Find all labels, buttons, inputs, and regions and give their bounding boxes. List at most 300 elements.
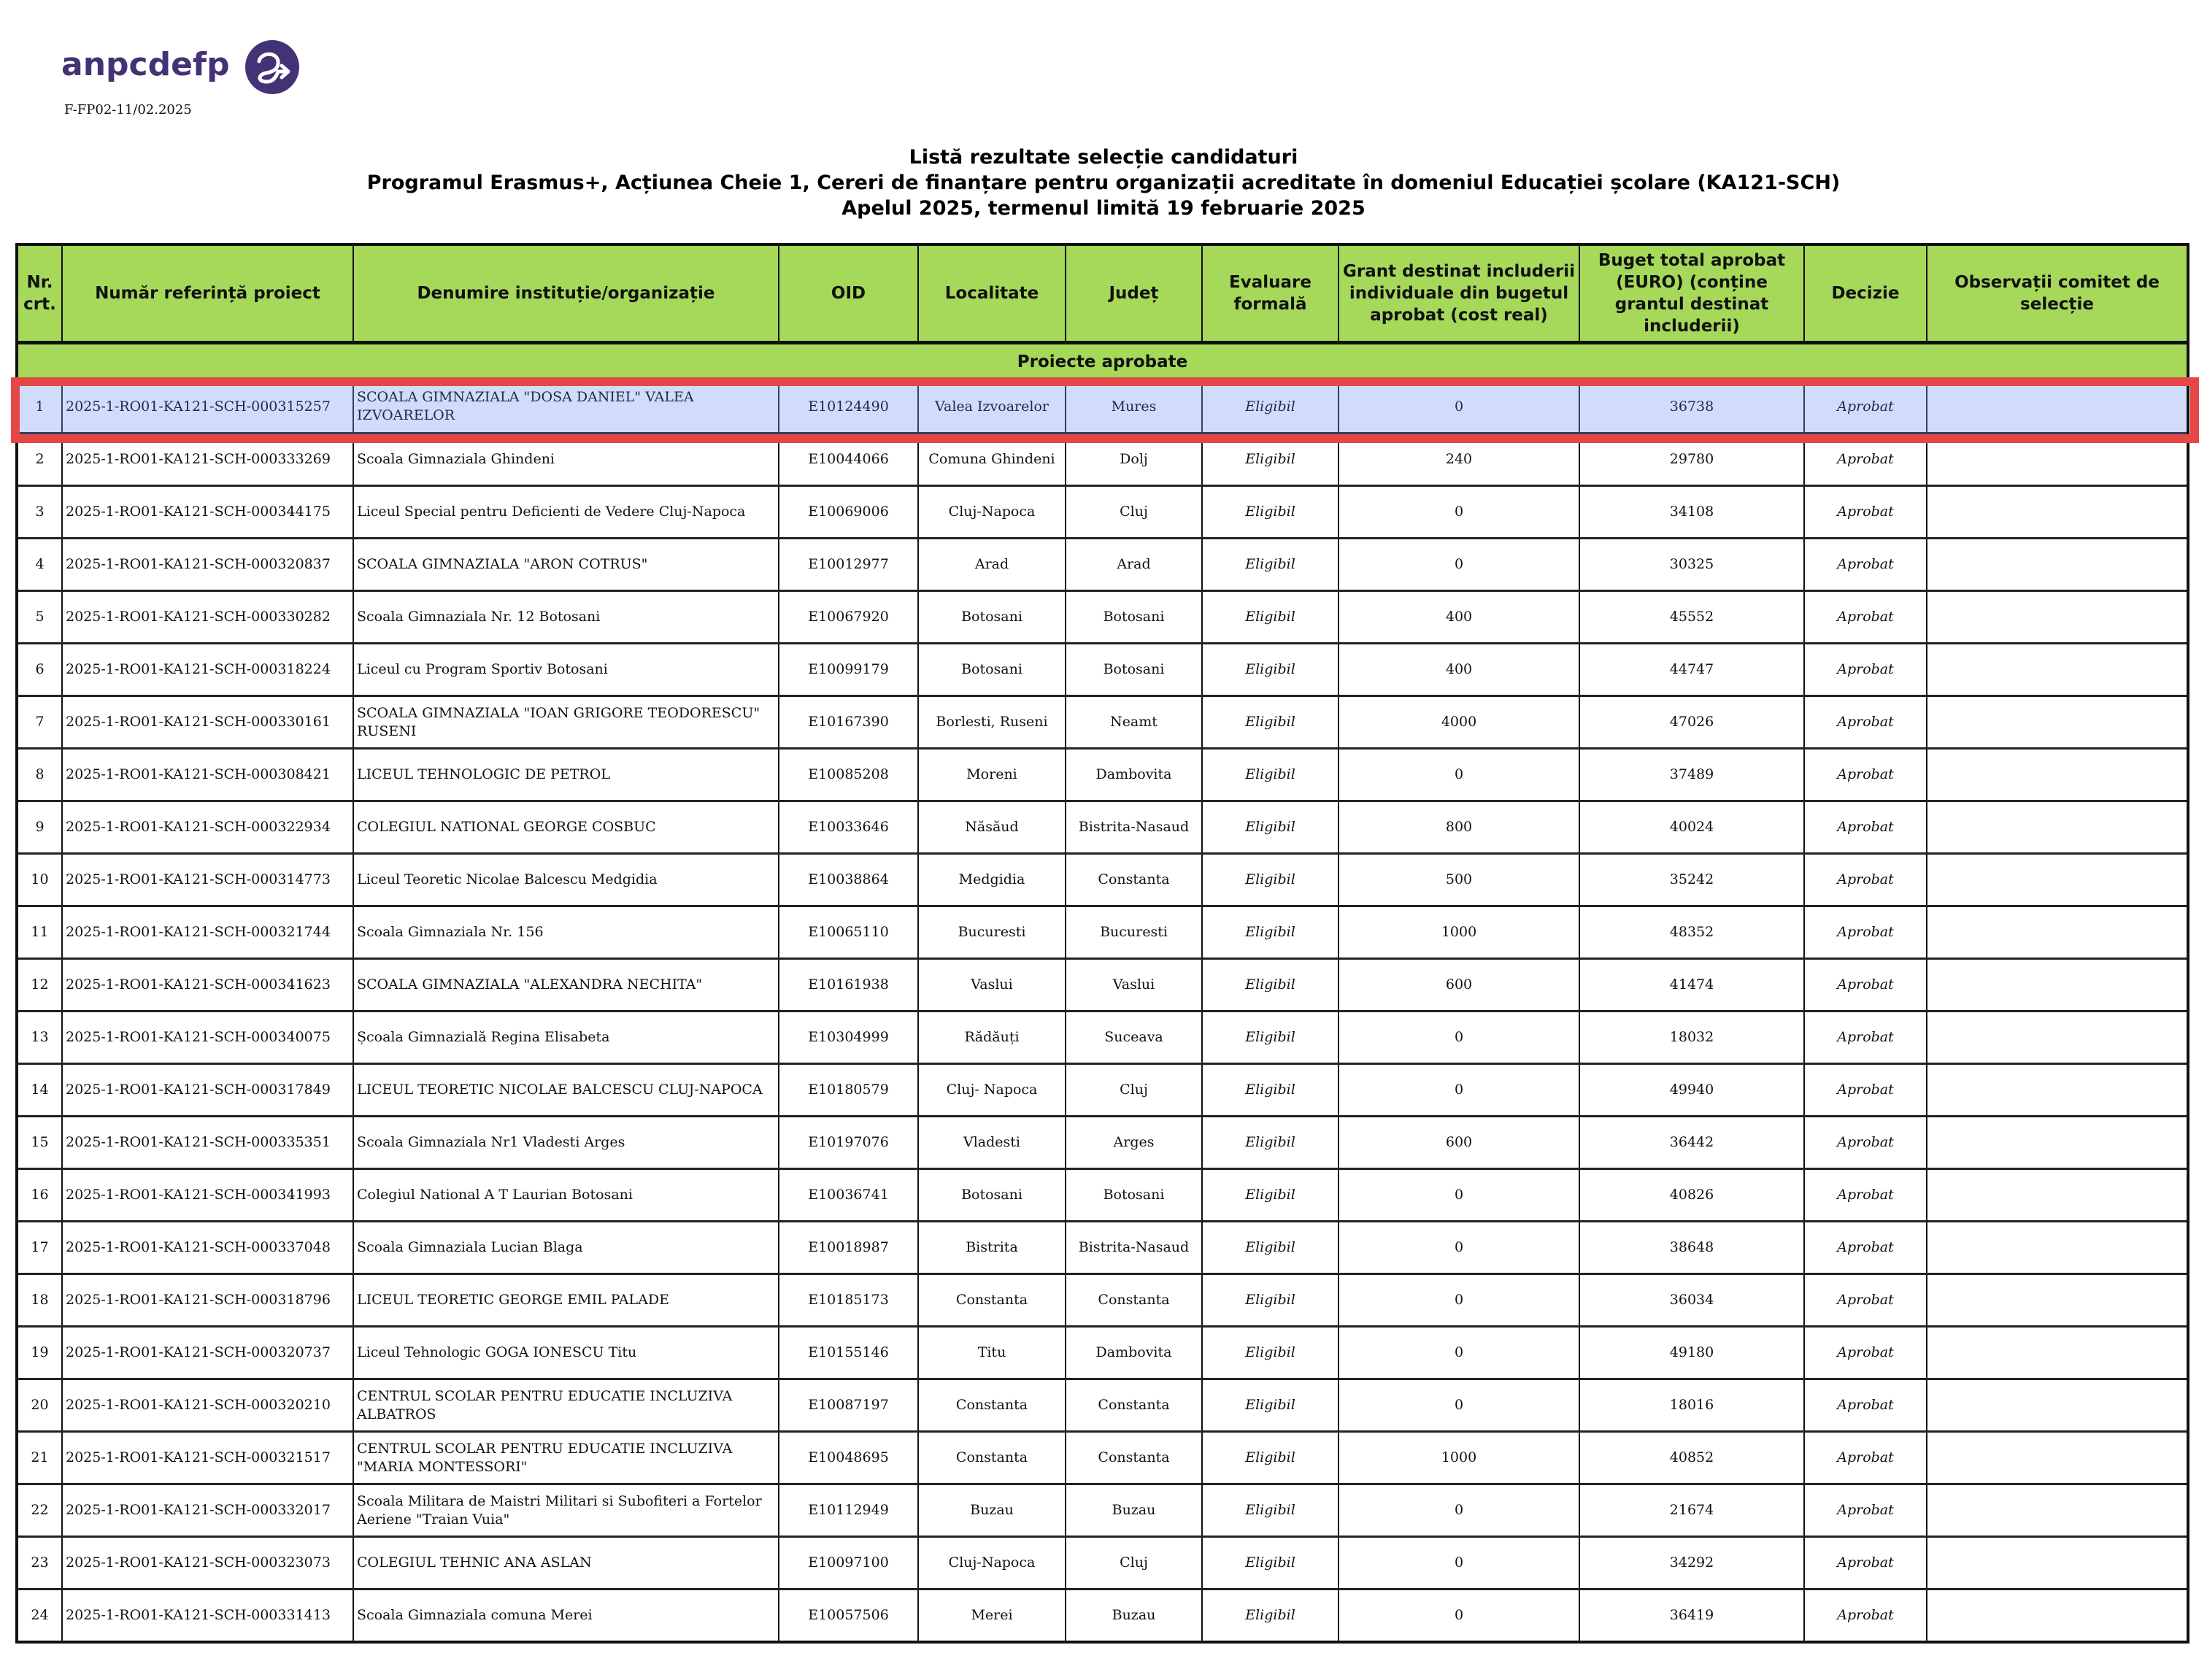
cell-inclusion-grant: 800 <box>1339 801 1579 854</box>
cell-inclusion-grant: 1000 <box>1339 906 1579 959</box>
cell-institution-name: Scoala Gimnaziala Ghindeni <box>353 434 779 486</box>
table-row[interactable] <box>17 591 2188 644</box>
cell-project-reference: 2025-1-RO01-KA121-SCH-000308421 <box>62 749 353 801</box>
cell-locality: Merei <box>918 1590 1066 1643</box>
cell-decision: Aprobat <box>1804 591 1927 644</box>
cell-total-budget: 36442 <box>1579 1117 1804 1169</box>
cell-county: Mures <box>1066 380 1202 434</box>
cell-locality: Cluj- Napoca <box>918 1064 1066 1117</box>
cell-total-budget: 29780 <box>1579 434 1804 486</box>
table-row[interactable] <box>17 1169 2188 1222</box>
cell-project-reference: 2025-1-RO01-KA121-SCH-000318796 <box>62 1274 353 1327</box>
cell-institution-name: Scoala Militara de Maistri Militari si Subofiteri a Fortelor Aeriene "Traian Vuia" <box>353 1484 779 1537</box>
cell-formal-evaluation: Eligibil <box>1202 696 1339 749</box>
cell-inclusion-grant: 240 <box>1339 434 1579 486</box>
cell-inclusion-grant: 1000 <box>1339 1432 1579 1484</box>
table-row[interactable] <box>17 1432 2188 1484</box>
cell-total-budget: 37489 <box>1579 749 1804 801</box>
cell-total-budget: 45552 <box>1579 591 1804 644</box>
cell-row-number: 23 <box>17 1537 62 1590</box>
cell-oid: E10097100 <box>779 1537 918 1590</box>
cell-total-budget: 34108 <box>1579 486 1804 539</box>
cell-formal-evaluation: Eligibil <box>1202 906 1339 959</box>
cell-county: Constanta <box>1066 1274 1202 1327</box>
cell-locality: Vaslui <box>918 959 1066 1012</box>
table-row[interactable] <box>17 1274 2188 1327</box>
cell-institution-name: LICEUL TEHNOLOGIC DE PETROL <box>353 749 779 801</box>
table-row[interactable] <box>17 749 2188 801</box>
cell-committee-notes <box>1927 1327 2188 1379</box>
cell-decision: Aprobat <box>1804 696 1927 749</box>
column-header-committee-notes: Observații comitet de selecție <box>1927 244 2188 343</box>
cell-row-number: 22 <box>17 1484 62 1537</box>
column-header-nr: Nr. crt. <box>17 244 62 343</box>
cell-project-reference: 2025-1-RO01-KA121-SCH-000320737 <box>62 1327 353 1379</box>
cell-project-reference: 2025-1-RO01-KA121-SCH-000320210 <box>62 1379 353 1432</box>
cell-formal-evaluation: Eligibil <box>1202 1064 1339 1117</box>
cell-institution-name: SCOALA GIMNAZIALA "ALEXANDRA NECHITA" <box>353 959 779 1012</box>
cell-project-reference: 2025-1-RO01-KA121-SCH-000330282 <box>62 591 353 644</box>
cell-total-budget: 44747 <box>1579 644 1804 696</box>
cell-total-budget: 40826 <box>1579 1169 1804 1222</box>
cell-committee-notes <box>1927 749 2188 801</box>
cell-row-number: 1 <box>17 380 62 434</box>
cell-total-budget: 18016 <box>1579 1379 1804 1432</box>
cell-project-reference: 2025-1-RO01-KA121-SCH-000317849 <box>62 1064 353 1117</box>
cell-oid: E10057506 <box>779 1590 918 1643</box>
cell-committee-notes <box>1927 1274 2188 1327</box>
cell-locality: Vladesti <box>918 1117 1066 1169</box>
cell-decision: Aprobat <box>1804 749 1927 801</box>
column-header-county: Județ <box>1066 244 1202 343</box>
cell-formal-evaluation: Eligibil <box>1202 1432 1339 1484</box>
cell-row-number: 6 <box>17 644 62 696</box>
cell-total-budget: 47026 <box>1579 696 1804 749</box>
cell-inclusion-grant: 0 <box>1339 486 1579 539</box>
cell-committee-notes <box>1927 801 2188 854</box>
cell-inclusion-grant: 0 <box>1339 380 1579 434</box>
cell-row-number: 4 <box>17 539 62 591</box>
cell-project-reference: 2025-1-RO01-KA121-SCH-000321744 <box>62 906 353 959</box>
cell-locality: Arad <box>918 539 1066 591</box>
cell-formal-evaluation: Eligibil <box>1202 644 1339 696</box>
cell-oid: E10044066 <box>779 434 918 486</box>
column-header-total-budget: Buget total aprobat (EURO) (conține grantul destinat includerii) <box>1579 244 1804 343</box>
cell-oid: E10155146 <box>779 1327 918 1379</box>
cell-decision: Aprobat <box>1804 959 1927 1012</box>
cell-decision: Aprobat <box>1804 1327 1927 1379</box>
cell-committee-notes <box>1927 1537 2188 1590</box>
cell-locality: Bucuresti <box>918 906 1066 959</box>
cell-formal-evaluation: Eligibil <box>1202 1590 1339 1643</box>
cell-committee-notes <box>1927 486 2188 539</box>
cell-county: Cluj <box>1066 486 1202 539</box>
cell-oid: E10085208 <box>779 749 918 801</box>
logo-text: anpcdefp <box>61 46 230 83</box>
cell-institution-name: SCOALA GIMNAZIALA "DOSA DANIEL" VALEA IZVOARELOR <box>353 380 779 434</box>
cell-inclusion-grant: 4000 <box>1339 696 1579 749</box>
cell-county: Buzau <box>1066 1484 1202 1537</box>
cell-formal-evaluation: Eligibil <box>1202 539 1339 591</box>
cell-inclusion-grant: 0 <box>1339 1379 1579 1432</box>
cell-decision: Aprobat <box>1804 1169 1927 1222</box>
cell-decision: Aprobat <box>1804 854 1927 906</box>
cell-project-reference: 2025-1-RO01-KA121-SCH-000344175 <box>62 486 353 539</box>
table-row[interactable] <box>17 1222 2188 1274</box>
cell-formal-evaluation: Eligibil <box>1202 434 1339 486</box>
cell-institution-name: Scoala Gimnaziala Nr1 Vladesti Arges <box>353 1117 779 1169</box>
table-row[interactable] <box>17 696 2188 749</box>
cell-formal-evaluation: Eligibil <box>1202 1117 1339 1169</box>
cell-formal-evaluation: Eligibil <box>1202 1274 1339 1327</box>
cell-total-budget: 40852 <box>1579 1432 1804 1484</box>
table-header-row <box>17 244 2188 343</box>
cell-locality: Valea Izvoarelor <box>918 380 1066 434</box>
cell-inclusion-grant: 600 <box>1339 959 1579 1012</box>
cell-inclusion-grant: 0 <box>1339 1484 1579 1537</box>
cell-total-budget: 49940 <box>1579 1064 1804 1117</box>
cell-row-number: 3 <box>17 486 62 539</box>
table-row[interactable] <box>17 1590 2188 1643</box>
cell-institution-name: LICEUL TEORETIC NICOLAE BALCESCU CLUJ-NAPOCA <box>353 1064 779 1117</box>
cell-total-budget: 36034 <box>1579 1274 1804 1327</box>
cell-oid: E10087197 <box>779 1379 918 1432</box>
cell-committee-notes <box>1927 959 2188 1012</box>
cell-county: Dolj <box>1066 434 1202 486</box>
cell-inclusion-grant: 500 <box>1339 854 1579 906</box>
cell-project-reference: 2025-1-RO01-KA121-SCH-000314773 <box>62 854 353 906</box>
title-line-1: Listă rezultate selecție candidaturi <box>909 146 1298 169</box>
cell-project-reference: 2025-1-RO01-KA121-SCH-000318224 <box>62 644 353 696</box>
cell-oid: E10167390 <box>779 696 918 749</box>
cell-formal-evaluation: Eligibil <box>1202 380 1339 434</box>
table-row[interactable] <box>17 1327 2188 1379</box>
cell-locality: Borlesti, Ruseni <box>918 696 1066 749</box>
cell-institution-name: Școala Gimnazială Regina Elisabeta <box>353 1012 779 1064</box>
cell-decision: Aprobat <box>1804 644 1927 696</box>
cell-committee-notes <box>1927 1117 2188 1169</box>
cell-county: Bistrita-Nasaud <box>1066 801 1202 854</box>
cell-committee-notes <box>1927 591 2188 644</box>
cell-oid: E10033646 <box>779 801 918 854</box>
agency-logo <box>61 38 300 96</box>
cell-formal-evaluation: Eligibil <box>1202 749 1339 801</box>
cell-locality: Năsăud <box>918 801 1066 854</box>
cell-institution-name: Liceul Special pentru Deficienti de Vedere Cluj-Napoca <box>353 486 779 539</box>
cell-oid: E10012977 <box>779 539 918 591</box>
cell-formal-evaluation: Eligibil <box>1202 1484 1339 1537</box>
cell-inclusion-grant: 0 <box>1339 1327 1579 1379</box>
cell-locality: Constanta <box>918 1274 1066 1327</box>
cell-decision: Aprobat <box>1804 380 1927 434</box>
cell-row-number: 5 <box>17 591 62 644</box>
cell-row-number: 11 <box>17 906 62 959</box>
cell-row-number: 14 <box>17 1064 62 1117</box>
cell-institution-name: Scoala Gimnaziala Nr. 12 Botosani <box>353 591 779 644</box>
cell-formal-evaluation: Eligibil <box>1202 854 1339 906</box>
cell-committee-notes <box>1927 1012 2188 1064</box>
cell-committee-notes <box>1927 906 2188 959</box>
cell-inclusion-grant: 0 <box>1339 1012 1579 1064</box>
column-header-reference: Număr referință proiect <box>62 244 353 343</box>
cell-locality: Titu <box>918 1327 1066 1379</box>
cell-county: Dambovita <box>1066 749 1202 801</box>
cell-row-number: 10 <box>17 854 62 906</box>
cell-formal-evaluation: Eligibil <box>1202 801 1339 854</box>
cell-decision: Aprobat <box>1804 539 1927 591</box>
cell-county: Buzau <box>1066 1590 1202 1643</box>
cell-inclusion-grant: 0 <box>1339 749 1579 801</box>
cell-decision: Aprobat <box>1804 1117 1927 1169</box>
cell-locality: Comuna Ghindeni <box>918 434 1066 486</box>
cell-oid: E10304999 <box>779 1012 918 1064</box>
cell-committee-notes <box>1927 696 2188 749</box>
cell-total-budget: 49180 <box>1579 1327 1804 1379</box>
cell-institution-name: Liceul Teoretic Nicolae Balcescu Medgidia <box>353 854 779 906</box>
cell-committee-notes <box>1927 1379 2188 1432</box>
cell-project-reference: 2025-1-RO01-KA121-SCH-000341623 <box>62 959 353 1012</box>
cell-county: Dambovita <box>1066 1327 1202 1379</box>
cell-inclusion-grant: 0 <box>1339 1537 1579 1590</box>
cell-oid: E10185173 <box>779 1274 918 1327</box>
table-row[interactable] <box>17 1537 2188 1590</box>
cell-row-number: 9 <box>17 801 62 854</box>
table-row[interactable] <box>17 644 2188 696</box>
cell-locality: Medgidia <box>918 854 1066 906</box>
cell-locality: Rădăuți <box>918 1012 1066 1064</box>
results-table <box>15 243 2189 1644</box>
cell-decision: Aprobat <box>1804 1379 1927 1432</box>
cell-row-number: 18 <box>17 1274 62 1327</box>
table-row[interactable] <box>17 906 2188 959</box>
cell-inclusion-grant: 600 <box>1339 1117 1579 1169</box>
cell-institution-name: SCOALA GIMNAZIALA "IOAN GRIGORE TEODORESCU" RUSENI <box>353 696 779 749</box>
cell-oid: E10197076 <box>779 1117 918 1169</box>
cell-inclusion-grant: 0 <box>1339 1590 1579 1643</box>
cell-total-budget: 18032 <box>1579 1012 1804 1064</box>
title-line-3: Apelul 2025, termenul limită 19 februarie 2025 <box>841 197 1366 220</box>
cell-committee-notes <box>1927 854 2188 906</box>
anpcdefp-arrow-logo-icon <box>244 39 300 95</box>
cell-oid: E10180579 <box>779 1064 918 1117</box>
cell-county: Botosani <box>1066 1169 1202 1222</box>
cell-project-reference: 2025-1-RO01-KA121-SCH-000341993 <box>62 1169 353 1222</box>
cell-formal-evaluation: Eligibil <box>1202 1327 1339 1379</box>
cell-decision: Aprobat <box>1804 1537 1927 1590</box>
cell-formal-evaluation: Eligibil <box>1202 959 1339 1012</box>
cell-institution-name: Liceul cu Program Sportiv Botosani <box>353 644 779 696</box>
cell-county: Botosani <box>1066 591 1202 644</box>
column-header-decision: Decizie <box>1804 244 1927 343</box>
cell-oid: E10069006 <box>779 486 918 539</box>
cell-formal-evaluation: Eligibil <box>1202 1537 1339 1590</box>
cell-oid: E10124490 <box>779 380 918 434</box>
cell-formal-evaluation: Eligibil <box>1202 591 1339 644</box>
document-titles <box>0 145 2207 221</box>
column-header-inclusion-grant: Grant destinat includerii individuale din bugetul aprobat (cost real) <box>1339 244 1579 343</box>
cell-row-number: 21 <box>17 1432 62 1484</box>
cell-formal-evaluation: Eligibil <box>1202 1012 1339 1064</box>
cell-county: Constanta <box>1066 1379 1202 1432</box>
cell-project-reference: 2025-1-RO01-KA121-SCH-000321517 <box>62 1432 353 1484</box>
cell-oid: E10065110 <box>779 906 918 959</box>
cell-county: Bucuresti <box>1066 906 1202 959</box>
cell-row-number: 15 <box>17 1117 62 1169</box>
cell-project-reference: 2025-1-RO01-KA121-SCH-000330161 <box>62 696 353 749</box>
cell-locality: Constanta <box>918 1379 1066 1432</box>
cell-oid: E10099179 <box>779 644 918 696</box>
column-header-oid: OID <box>779 244 918 343</box>
cell-locality: Moreni <box>918 749 1066 801</box>
cell-total-budget: 40024 <box>1579 801 1804 854</box>
cell-decision: Aprobat <box>1804 1064 1927 1117</box>
cell-project-reference: 2025-1-RO01-KA121-SCH-000320837 <box>62 539 353 591</box>
cell-project-reference: 2025-1-RO01-KA121-SCH-000323073 <box>62 1537 353 1590</box>
cell-total-budget: 48352 <box>1579 906 1804 959</box>
cell-committee-notes <box>1927 1222 2188 1274</box>
cell-inclusion-grant: 0 <box>1339 1169 1579 1222</box>
cell-row-number: 17 <box>17 1222 62 1274</box>
cell-decision: Aprobat <box>1804 1484 1927 1537</box>
cell-county: Suceava <box>1066 1012 1202 1064</box>
cell-project-reference: 2025-1-RO01-KA121-SCH-000333269 <box>62 434 353 486</box>
cell-inclusion-grant: 400 <box>1339 644 1579 696</box>
cell-county: Bistrita-Nasaud <box>1066 1222 1202 1274</box>
cell-county: Arges <box>1066 1117 1202 1169</box>
cell-inclusion-grant: 400 <box>1339 591 1579 644</box>
cell-row-number: 24 <box>17 1590 62 1643</box>
cell-total-budget: 38648 <box>1579 1222 1804 1274</box>
cell-county: Botosani <box>1066 644 1202 696</box>
cell-decision: Aprobat <box>1804 1432 1927 1484</box>
cell-formal-evaluation: Eligibil <box>1202 1169 1339 1222</box>
cell-total-budget: 21674 <box>1579 1484 1804 1537</box>
form-code: F-FP02-11/02.2025 <box>64 102 192 117</box>
cell-project-reference: 2025-1-RO01-KA121-SCH-000315257 <box>62 380 353 434</box>
cell-row-number: 2 <box>17 434 62 486</box>
cell-oid: E10048695 <box>779 1432 918 1484</box>
cell-county: Neamt <box>1066 696 1202 749</box>
cell-institution-name: Scoala Gimnaziala Nr. 156 <box>353 906 779 959</box>
cell-committee-notes <box>1927 539 2188 591</box>
cell-project-reference: 2025-1-RO01-KA121-SCH-000340075 <box>62 1012 353 1064</box>
cell-row-number: 20 <box>17 1379 62 1432</box>
title-line-2: Programul Erasmus+, Acțiunea Cheie 1, Cereri de finanțare pentru organizații acreditate în domeniul Educației școlare (KA121-SCH) <box>366 172 1841 194</box>
cell-decision: Aprobat <box>1804 1274 1927 1327</box>
section-row <box>17 343 2188 381</box>
cell-committee-notes <box>1927 1484 2188 1537</box>
cell-committee-notes <box>1927 380 2188 434</box>
table-row[interactable] <box>17 1484 2188 1537</box>
cell-total-budget: 35242 <box>1579 854 1804 906</box>
table-row[interactable] <box>17 539 2188 591</box>
cell-institution-name: Liceul Tehnologic GOGA IONESCU Titu <box>353 1327 779 1379</box>
cell-committee-notes <box>1927 1590 2188 1643</box>
cell-committee-notes <box>1927 1432 2188 1484</box>
cell-project-reference: 2025-1-RO01-KA121-SCH-000332017 <box>62 1484 353 1537</box>
cell-inclusion-grant: 0 <box>1339 1274 1579 1327</box>
table-row[interactable] <box>17 486 2188 539</box>
table-row[interactable] <box>17 1379 2188 1432</box>
cell-row-number: 13 <box>17 1012 62 1064</box>
cell-project-reference: 2025-1-RO01-KA121-SCH-000331413 <box>62 1590 353 1643</box>
cell-locality: Constanta <box>918 1432 1066 1484</box>
cell-project-reference: 2025-1-RO01-KA121-SCH-000337048 <box>62 1222 353 1274</box>
cell-locality: Cluj-Napoca <box>918 486 1066 539</box>
cell-institution-name: Colegiul National A T Laurian Botosani <box>353 1169 779 1222</box>
cell-total-budget: 34292 <box>1579 1537 1804 1590</box>
cell-institution-name: CENTRUL SCOLAR PENTRU EDUCATIE INCLUZIVA ALBATROS <box>353 1379 779 1432</box>
cell-locality: Botosani <box>918 591 1066 644</box>
table-row-selected[interactable] <box>17 380 2188 434</box>
cell-inclusion-grant: 0 <box>1339 1222 1579 1274</box>
cell-county: Cluj <box>1066 1537 1202 1590</box>
cell-committee-notes <box>1927 434 2188 486</box>
table-row[interactable] <box>17 434 2188 486</box>
cell-formal-evaluation: Eligibil <box>1202 1379 1339 1432</box>
cell-institution-name: COLEGIUL TEHNIC ANA ASLAN <box>353 1537 779 1590</box>
cell-locality: Buzau <box>918 1484 1066 1537</box>
cell-project-reference: 2025-1-RO01-KA121-SCH-000322934 <box>62 801 353 854</box>
cell-decision: Aprobat <box>1804 1590 1927 1643</box>
cell-formal-evaluation: Eligibil <box>1202 1222 1339 1274</box>
column-header-formal-evaluation: Evaluare formală <box>1202 244 1339 343</box>
cell-oid: E10112949 <box>779 1484 918 1537</box>
column-header-institution: Denumire instituție/organizație <box>353 244 779 343</box>
cell-committee-notes <box>1927 644 2188 696</box>
cell-oid: E10161938 <box>779 959 918 1012</box>
cell-decision: Aprobat <box>1804 1012 1927 1064</box>
cell-decision: Aprobat <box>1804 1222 1927 1274</box>
table-row[interactable] <box>17 1012 2188 1064</box>
cell-row-number: 16 <box>17 1169 62 1222</box>
section-label: Proiecte aprobate <box>17 343 2188 381</box>
table-row[interactable] <box>17 1117 2188 1169</box>
cell-institution-name: COLEGIUL NATIONAL GEORGE COSBUC <box>353 801 779 854</box>
cell-county: Cluj <box>1066 1064 1202 1117</box>
table-row[interactable] <box>17 959 2188 1012</box>
cell-row-number: 19 <box>17 1327 62 1379</box>
cell-project-reference: 2025-1-RO01-KA121-SCH-000335351 <box>62 1117 353 1169</box>
table-row[interactable] <box>17 1064 2188 1117</box>
table-row[interactable] <box>17 801 2188 854</box>
cell-row-number: 7 <box>17 696 62 749</box>
cell-oid: E10067920 <box>779 591 918 644</box>
cell-institution-name: Scoala Gimnaziala Lucian Blaga <box>353 1222 779 1274</box>
cell-decision: Aprobat <box>1804 801 1927 854</box>
cell-total-budget: 36738 <box>1579 380 1804 434</box>
cell-committee-notes <box>1927 1169 2188 1222</box>
cell-county: Constanta <box>1066 854 1202 906</box>
table-row[interactable] <box>17 854 2188 906</box>
cell-committee-notes <box>1927 1064 2188 1117</box>
cell-institution-name: LICEUL TEORETIC GEORGE EMIL PALADE <box>353 1274 779 1327</box>
cell-county: Vaslui <box>1066 959 1202 1012</box>
cell-county: Constanta <box>1066 1432 1202 1484</box>
cell-row-number: 8 <box>17 749 62 801</box>
cell-oid: E10018987 <box>779 1222 918 1274</box>
cell-oid: E10036741 <box>779 1169 918 1222</box>
cell-decision: Aprobat <box>1804 434 1927 486</box>
cell-locality: Bistrita <box>918 1222 1066 1274</box>
cell-inclusion-grant: 0 <box>1339 1064 1579 1117</box>
cell-total-budget: 36419 <box>1579 1590 1804 1643</box>
cell-locality: Botosani <box>918 1169 1066 1222</box>
cell-institution-name: CENTRUL SCOLAR PENTRU EDUCATIE INCLUZIVA "MARIA MONTESSORI" <box>353 1432 779 1484</box>
cell-oid: E10038864 <box>779 854 918 906</box>
cell-institution-name: SCOALA GIMNAZIALA "ARON COTRUS" <box>353 539 779 591</box>
cell-institution-name: Scoala Gimnaziala comuna Merei <box>353 1590 779 1643</box>
